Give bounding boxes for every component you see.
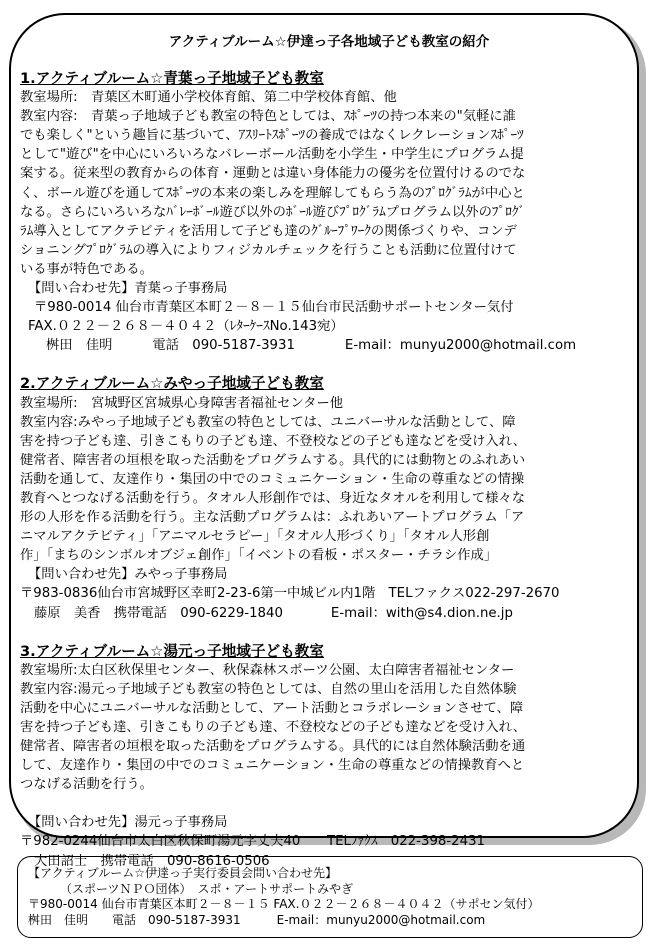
section-aoba — [20, 69, 638, 355]
document-body — [20, 69, 638, 871]
description-line: く、ボール遊びを通してｽﾎﾟｰﾂの本来の楽しみを理解してもらう為のﾌﾟﾛｸﾞﾗﾑが中心と — [20, 185, 525, 201]
description-line: ニマルアクテビティ」「アニマルセラピー」「タオル人形づくり」「タオル人形創 — [20, 529, 490, 545]
footer-person: 桝田 佳明 電話 090-5187-3931 E-mail：munyu2000@hotmail.com — [28, 912, 486, 927]
contact-person: 大田詔士 携帯電話 090-8616-0506 — [34, 853, 270, 869]
description-line: いる事が特色である。 — [20, 261, 153, 277]
contact-address: 〒980-0014 仙台市青葉区本町２－８－１５仙台市民活動サポートセンター気付 — [34, 300, 514, 316]
contact-person-line — [20, 604, 638, 623]
description-line: して、友達作り・集団の中でのコミュニケーション・生命の尊重などの情操教育へと — [20, 758, 525, 774]
contact-fax: FAX.０２２－２６８－４０４２（ﾚﾀｰｹｰｽNo.143宛） — [28, 319, 344, 335]
contact-address: 〒983-0836仙台市宮城野区幸町2-23-6第一中城ビル内1階 TELファクス022-297-2670 — [20, 586, 560, 602]
footer-contact-text — [28, 866, 539, 928]
description-line: でも楽しく"という趣旨に基づいて、ｱｽﾘｰﾄｽﾎﾟｰﾂの養成ではなくレクレーションｽﾎﾟｰﾂ — [20, 128, 524, 144]
footer-address: 〒980-0014 仙台市青葉区本町２－８－１５ FAX.０２２－２６８－４０４２（サポセン気付） — [28, 897, 540, 912]
contact-person: 桝田 佳明 — [46, 338, 113, 354]
section-heading: 2.アクティブルーム☆みやっ子地域子ども教室 — [20, 375, 324, 393]
description-line: 作」「まちのシンボルオブジェ創作」「イベントの看板・ポスター・チラシ作成」 — [20, 548, 498, 564]
contact-heading: 【問い合わせ先】みやっ子事務局 — [28, 567, 228, 583]
description-line: 教室内容: 青葉っ子地域子ども教室の特色としては、ｽﾎﾟｰﾂの持つ本来の"気軽に誰 — [20, 109, 516, 125]
description-line: として"遊び"を中心にいろいろなバレーボール活動を小学生・中学生にプログラム提 — [20, 147, 524, 163]
description-line: つなげる活動を行う。 — [20, 777, 153, 793]
document-title: アクティブルーム☆伊達っ子各地域子ども教室の紹介 — [168, 34, 490, 50]
footer-organization: （スポーツＮＰＯ団体） スポ・アートサポートみやぎ — [60, 881, 354, 896]
section-heading: 3.アクティブルーム☆湯元っ子地域子ども教室 — [20, 642, 324, 660]
section-miya — [20, 374, 638, 622]
contact-heading: 【問い合わせ先】湯元っ子事務局 — [28, 815, 228, 831]
section-yumoto — [20, 642, 638, 871]
contact-phone: 電話 090-5187-3931 — [152, 338, 295, 354]
description-line: 活動を中心にユニバーサルな活動として、アート活動とコラボレーションさせて、障 — [20, 700, 524, 716]
section-location: 教室場所:太白区秋保里センター、秋保森林スポーツ公園、太白障害者福祉センター — [20, 662, 515, 678]
contact-email[interactable]: E-mail：munyu2000@hotmail.com — [344, 338, 577, 354]
contact-address: 〒982-0244仙台市太白区秋保町湯元字丈夫40 TELﾌｧｸｽ 022-398-2431 — [20, 834, 486, 850]
description-line: ﾗﾑ導入としてアクテビティを活用して子ども達のｸﾞﾙｰﾌﾟﾜｰｸの関係づくりや、コンデ — [20, 223, 517, 239]
description-line: 形の人形を作る活動を行う。主な活動プログラムは：ふれあいアートプログラム「ア — [20, 510, 525, 526]
section-heading: 1.アクティブルーム☆青葉っ子地域子ども教室 — [20, 70, 324, 87]
description-line: 教室内容:湯元っ子地域子ども教室の特色としては、自然の里山を活用した自然体験 — [20, 681, 517, 697]
description-line: 教室内容:みやっ子地域子ども教室の特色としては、ユニバーサルな活動として、障 — [20, 414, 516, 430]
contact-email[interactable]: E-mail：with@s4.dion.ne.jp — [330, 605, 513, 621]
description-line: 活動を通して、友達作り・集団の中でのコミュニケーション・生命の尊重などの情操 — [20, 471, 525, 487]
contact-heading: 【問い合わせ先】青葉っ子事務局 — [28, 281, 228, 297]
description-line: 案する。従来型の教育からの体育・運動とは違い身体能力の優劣を位置付けるのでな — [20, 166, 526, 182]
section-location: 教室場所: 宮城野区宮城県心身障害者福祉センター他 — [20, 395, 344, 411]
section-location: 教室場所: 青葉区木町通小学校体育館、第二中学校体育館、他 — [20, 90, 397, 106]
description-line: 教育へとつなげる活動を行う。タオル人形創作では、身近なタオルを利用して様々な — [20, 490, 526, 506]
contact-person-line — [20, 336, 638, 355]
contact-person: 藤原 美香 携帯電話 090-6229-1840 — [34, 605, 283, 621]
description-line: 害を持つ子ども達、引きこもりの子ども達、不登校などの子ども達などを受け入れ、 — [20, 433, 527, 449]
description-line: 健常者、障害者の垣根を取った活動をプログラムする。具代的には自然体験活動を通 — [20, 739, 526, 755]
description-line: 健常者、障害者の垣根を取った活動をプログラムする。具代的には動物とのふれあい — [20, 452, 526, 468]
description-line: 害を持つ子ども達、引きこもりの子ども達、不登校などの子ども達などを受け入れ、 — [20, 720, 527, 735]
description-line: ショニングﾌﾟﾛｸﾞﾗﾑの導入によりフィジカルチェックを行うことも活動に位置付けて — [20, 242, 517, 258]
description-line: なる。さらにいろいろなﾊﾞﾚｰﾎﾞｰﾙ遊び以外のﾎﾞｰﾙ遊びﾌﾟﾛｸﾞﾗﾑプログラム以外のﾌﾟﾛｸﾞ — [20, 204, 526, 220]
footer-heading: 【アクティブルーム☆伊達っ子実行委員会問い合わせ先】 — [28, 866, 337, 880]
